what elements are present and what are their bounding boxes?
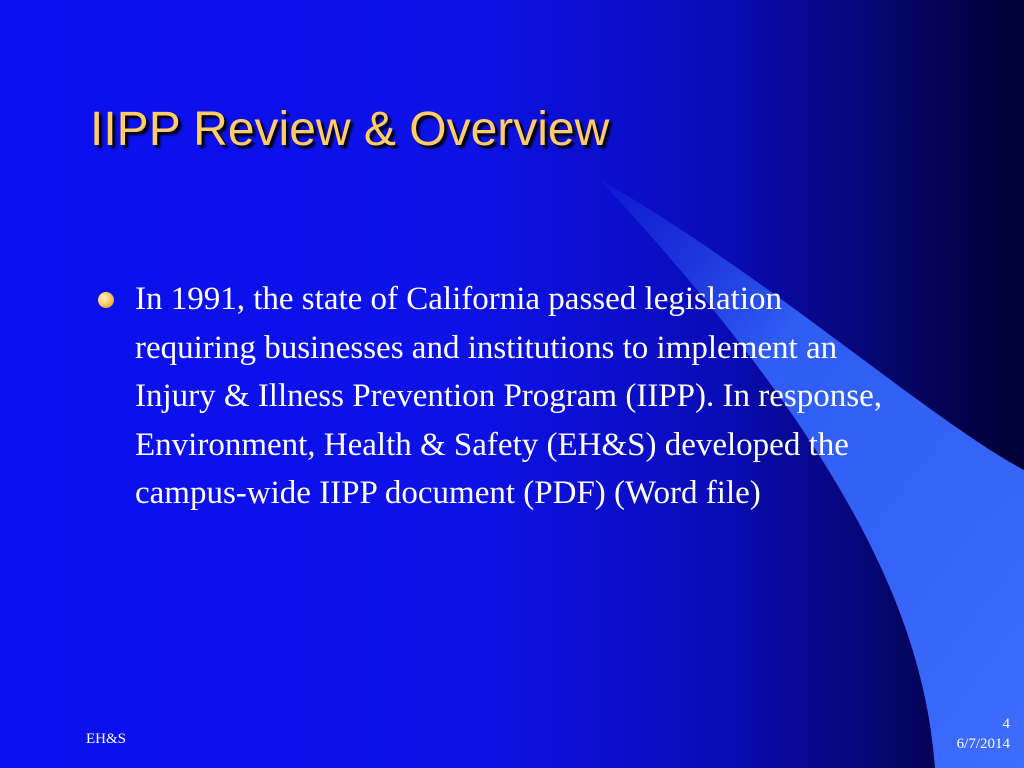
slide-title: IIPP Review & Overview	[90, 103, 610, 156]
page-number: 4	[1002, 716, 1010, 732]
footer-text: EH&S	[86, 731, 127, 747]
bullet-list	[98, 275, 888, 518]
bullet-item	[98, 275, 888, 518]
bullet-text: In 1991, the state of California passed legislation requiring businesses and institutions to implement an Injury & Illness Prevention Program (IIPP). In response, Environment, Health & Safety (EH&S) developed the campus-wide IIPP document (PDF) (Word file)	[135, 281, 882, 511]
footer-meta	[957, 714, 1010, 754]
bullet-dot-icon	[98, 292, 114, 308]
slide-date: 6/7/2014	[956, 736, 1010, 752]
